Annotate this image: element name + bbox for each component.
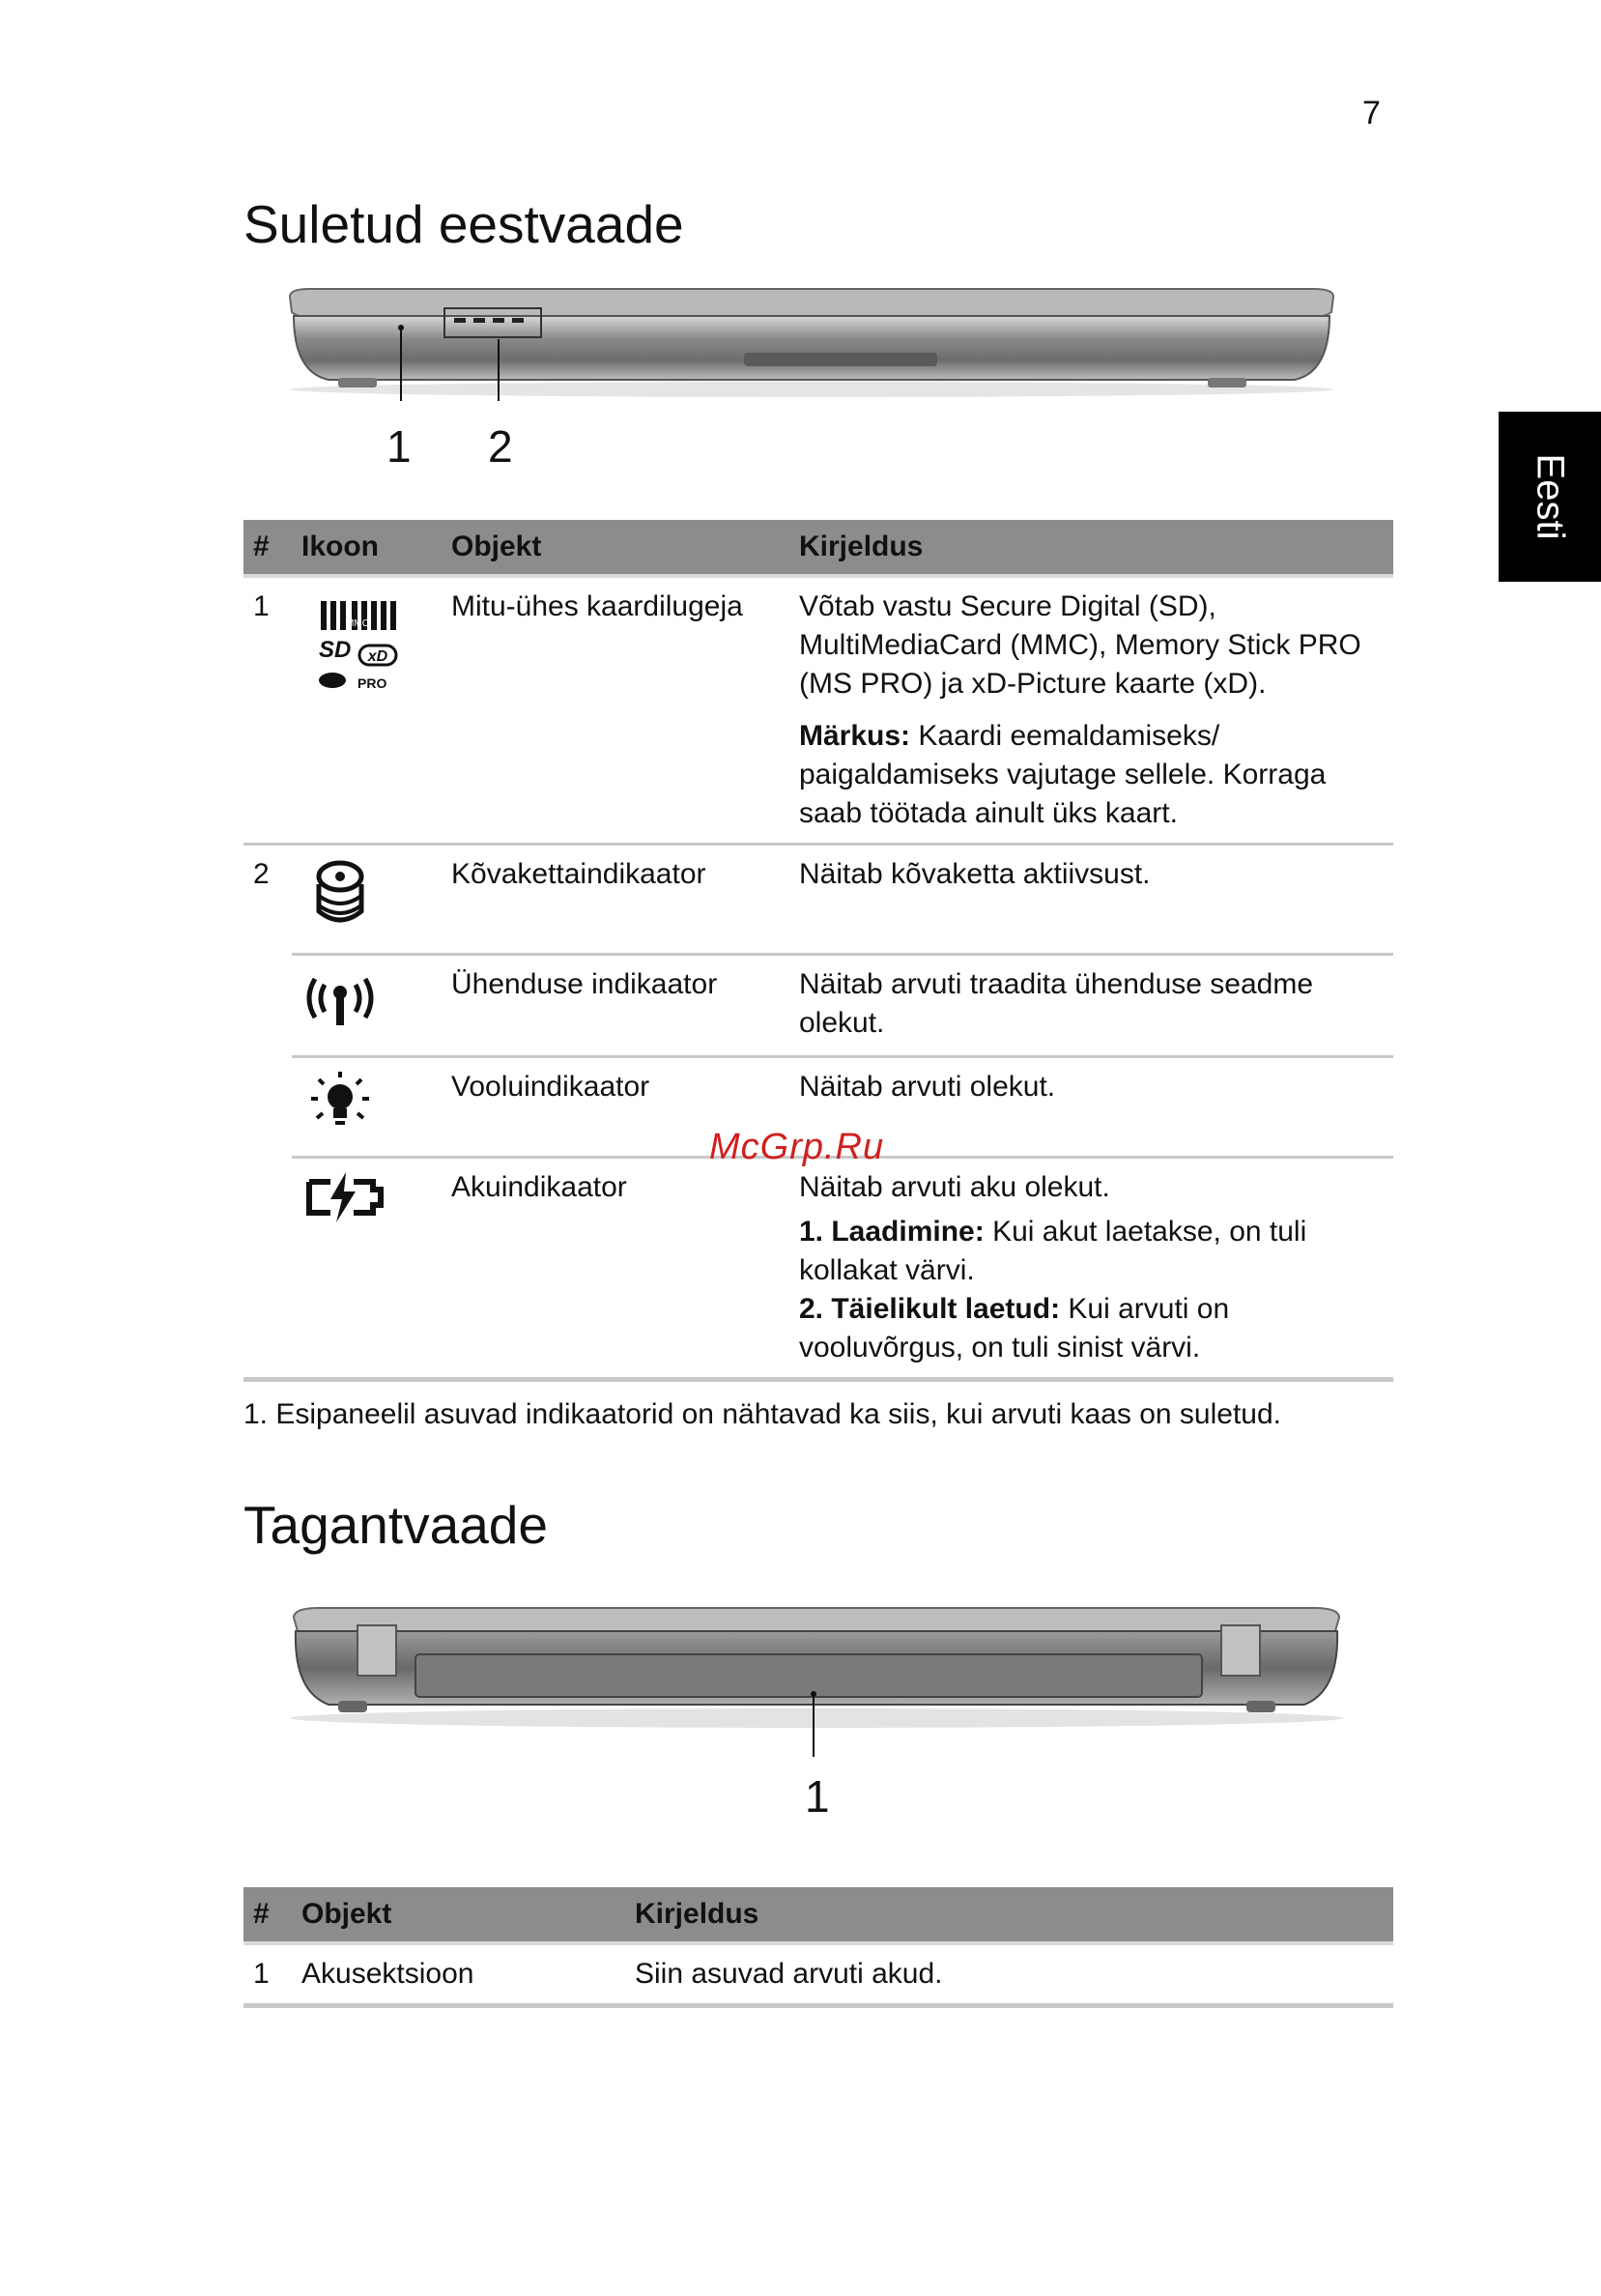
column-header-object: Objekt: [442, 520, 789, 576]
laptop-front-illustration: [280, 285, 1343, 401]
card-sd-label: SD: [319, 637, 352, 663]
description-text: Näitab arvuti aku olekut.: [799, 1171, 1110, 1203]
object-description: Siin asuvad arvuti akud.: [625, 1943, 1393, 2006]
power-indicator-icon: [301, 1068, 379, 1135]
object-name: Akuindikaator: [442, 1158, 789, 1380]
charging-text: Kui akut laetakse, on tuli kollakat värvi.: [799, 1216, 1307, 1286]
battery-indicator-icon: [301, 1168, 388, 1226]
table-row: [243, 955, 1393, 1057]
laptop-rear-illustration: [280, 1604, 1353, 1759]
rear-callout-1: 1: [805, 1771, 830, 1822]
table-row: [243, 845, 1393, 955]
icon-cell: [292, 576, 442, 845]
charging-label: 1. Laadimine:: [799, 1216, 985, 1248]
table-header-row: [243, 1887, 1393, 1943]
icon-cell: [292, 1158, 442, 1380]
icon-cell: [292, 845, 442, 955]
column-header-description: Kirjeldus: [625, 1887, 1393, 1943]
hdd-indicator-icon: [301, 855, 379, 933]
object-name: Kõvakettaindikaator: [442, 845, 789, 955]
rear-view-title: Tagantvaade: [243, 1495, 548, 1555]
object-description: Näitab kõvaketta aktiivsust.: [789, 845, 1393, 955]
front-callout-1: 1: [386, 421, 412, 472]
icon-cell: [292, 1057, 442, 1158]
watermark: McGrp.Ru: [709, 1127, 885, 1167]
language-tab-label: Eesti: [1529, 453, 1572, 540]
wireless-indicator-icon: [301, 965, 379, 1033]
row-number: [243, 955, 292, 1057]
object-name: Ühenduse indikaator: [442, 955, 789, 1057]
column-header-num: #: [243, 1887, 292, 1943]
card-reader-icon: [301, 588, 417, 703]
note-label: Märkus:: [799, 720, 911, 752]
column-header-num: #: [243, 520, 292, 576]
object-description: Näitab arvuti olekut.: [789, 1057, 1393, 1158]
row-number: 2: [253, 858, 270, 890]
card-mmc-label: MMC: [346, 618, 369, 629]
row-number: 1: [243, 576, 292, 845]
description-text: Võtab vastu Secure Digital (SD), MultiMediaCard (MMC), Memory Stick PRO (MS PRO) ja xD-Picture kaarte (xD).: [799, 590, 1361, 700]
row-number: 1: [243, 1943, 292, 2006]
front-view-title: Suletud eestvaade: [243, 194, 684, 254]
column-header-object: Objekt: [292, 1887, 625, 1943]
table-row: [243, 576, 1393, 845]
charged-label: 2. Täielikult laetud:: [799, 1293, 1061, 1325]
column-header-description: Kirjeldus: [789, 520, 1393, 576]
row-number: [243, 1158, 292, 1380]
note-text: Kaardi eemaldamiseks/ paigaldamiseks vajutage sellele. Korraga saab töötada ainult üks kaart.: [799, 720, 1327, 829]
charging-status-item: [799, 1213, 1384, 1290]
note-paragraph: [799, 717, 1384, 833]
object-description: [789, 1158, 1393, 1380]
footnote: 1. Esipaneelil asuvad indikaatorid on nähtavad ka siis, kui arvuti kaas on suletud.: [243, 1398, 1281, 1430]
object-description: Näitab arvuti traadita ühenduse seadme olekut.: [789, 955, 1393, 1057]
object-name: Akusektsioon: [292, 1943, 625, 2006]
row-number: [243, 1057, 292, 1158]
table-row: [243, 1158, 1393, 1380]
icon-cell: [292, 955, 442, 1057]
rear-components-table: [243, 1887, 1393, 2008]
object-name: Vooluindikaator: [442, 1057, 789, 1158]
front-callout-2: 2: [488, 421, 513, 472]
table-row: [243, 1943, 1393, 2006]
object-name: Mitu-ühes kaardilugeja: [442, 576, 789, 845]
table-header-row: [243, 520, 1393, 576]
object-description: [789, 576, 1393, 845]
card-pro-label: PRO: [357, 675, 387, 691]
charged-status-item: [799, 1290, 1384, 1367]
column-header-icon: Ikoon: [292, 520, 442, 576]
card-xd-label: xD: [367, 648, 388, 665]
language-tab: [1499, 412, 1601, 582]
page-number: 7: [1362, 95, 1381, 131]
front-components-table: [243, 520, 1393, 1382]
charged-text: Kui arvuti on vooluvõrgus, on tuli sinist värvi.: [799, 1293, 1230, 1363]
